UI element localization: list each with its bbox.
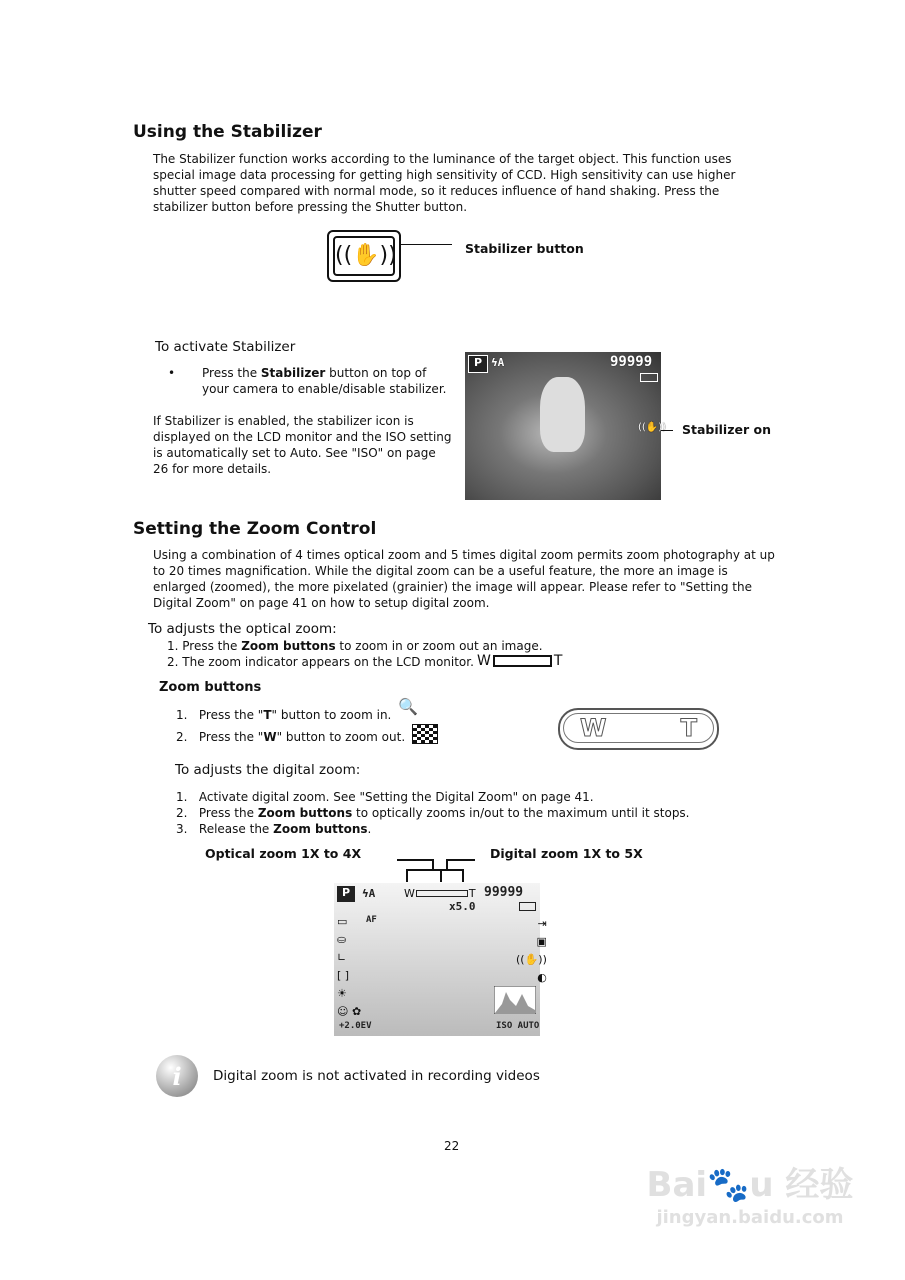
zoom-intro: Using a combination of 4 times optical zoom and 5 times digital zoom permits zoom photography at up to 20 times magnification. While the digital zoom can be a useful feature, the more an image is enlarged (zoomed), the more pixelated (grainier) the image will appear. Please refer to "Setting the Digital Zoom" on page 41 on how to setup digital zoom.: [153, 548, 775, 610]
text: Activate digital zoom. See "Setting the Digital Zoom" on page 41.: [198, 790, 594, 804]
t-label: T: [680, 714, 697, 742]
optical-step-2: [167, 654, 474, 670]
text: .: [367, 822, 372, 836]
activate-heading: To activate Stabilizer: [155, 339, 296, 355]
num: 1.: [167, 639, 179, 653]
program-mode-icon: P: [468, 355, 488, 373]
program-mode-icon: P: [337, 886, 355, 902]
num: 1.: [176, 708, 188, 722]
text: button on top of your camera to enable/disable stabilizer.: [202, 366, 447, 396]
shot-counter: 99999: [484, 885, 524, 900]
zoom-in-magnifier-icon: 🔍: [398, 697, 418, 716]
battery-icon: [519, 902, 536, 911]
zoom-indicator: [477, 653, 562, 669]
lcd-zoom-indicator: [404, 887, 476, 900]
t-label: T: [468, 887, 476, 900]
stabilizer-on-icon: ((✋)): [638, 422, 667, 433]
stabilizer-on-label: Stabilizer on: [682, 422, 771, 437]
histogram: [494, 986, 536, 1014]
ev-value: +2.0EV: [339, 1021, 372, 1031]
w-label: W: [404, 887, 415, 900]
bold-text: Stabilizer: [260, 366, 326, 380]
digital-step-2: [176, 805, 690, 821]
text: Release the: [198, 822, 274, 836]
w-label: W: [580, 714, 607, 742]
af-icon: AF: [366, 915, 377, 925]
iso-value: ISO AUTO: [496, 1021, 540, 1031]
lcd-photo-dog: [465, 352, 667, 500]
zoom-bar: [416, 890, 468, 897]
bold-text: Zoom buttons: [241, 639, 336, 653]
flash-auto-icon: ϟA: [491, 356, 505, 369]
digital-step-3: [176, 821, 371, 837]
num: 3.: [176, 822, 188, 836]
zoom-ratio: x5.0: [449, 900, 476, 913]
right-status-icons: ⇥ ▣ ((✋)) ◐: [516, 917, 547, 984]
bullet-dot: •: [168, 366, 176, 380]
optical-step-1: [167, 638, 543, 654]
w-label: W: [477, 653, 491, 669]
num: 1.: [176, 790, 188, 804]
hand-icon: ((✋)): [333, 236, 395, 276]
digital-step-1: [176, 789, 594, 805]
dog-figure: [540, 377, 585, 452]
num: 2.: [176, 806, 188, 820]
lcd-digital-zoom-screen: [334, 883, 547, 1036]
digital-heading: To adjusts the digital zoom:: [175, 762, 361, 778]
info-note: Digital zoom is not activated in recording videos: [213, 1068, 540, 1084]
text: Press the: [202, 366, 261, 380]
optical-heading: To adjusts the optical zoom:: [148, 621, 337, 637]
baidu-watermark-logo: Bai🐾u 经验 jingyan.baidu.com: [646, 1165, 854, 1228]
stabilizer-button-label: Stabilizer button: [465, 241, 584, 256]
bold-text: W: [263, 730, 277, 744]
num: 2.: [167, 655, 179, 669]
button-step-2: [176, 729, 405, 745]
battery-icon: [640, 373, 658, 382]
zoom-lever-image: [558, 708, 719, 750]
zoom-bar: [493, 655, 552, 667]
text: Press the ": [198, 708, 264, 722]
callout-line: [400, 244, 452, 245]
digital-zoom-label: Digital zoom 1X to 5X: [490, 846, 643, 861]
stabilizer-intro: The Stabilizer function works according to the luminance of the target object. This function uses special image data processing for getting high sensitivity of CCD. High sensitivity can use higher shutter speed compared with normal mode, so it reduces influence of hand shaking. Press the stabilizer button before pressing the Shutter button.: [153, 152, 736, 214]
text: The zoom indicator appears on the LCD monitor.: [182, 655, 474, 669]
text: Press the ": [198, 730, 264, 744]
page-number: 22: [444, 1139, 460, 1153]
shot-counter: 99999: [610, 354, 653, 370]
t-label: T: [553, 653, 563, 669]
bold-text: Zoom buttons: [257, 806, 353, 820]
bold-text: T: [263, 708, 272, 722]
text: " button to zoom out.: [276, 730, 406, 744]
text: Press the: [198, 806, 258, 820]
flash-auto-icon: ϟA: [362, 887, 376, 900]
section-title-zoom: Setting the Zoom Control: [133, 519, 377, 539]
text: to optically zooms in/out to the maximum until it stops.: [352, 806, 690, 820]
text: " button to zoom in.: [271, 708, 392, 722]
stabilizer-note: If Stabilizer is enabled, the stabilizer icon is displayed on the LCD monitor and the ISO setting is automatically set to Auto. See "ISO" on page 26 for more details.: [153, 414, 452, 476]
info-icon: i: [156, 1055, 198, 1097]
zoom-buttons-heading: Zoom buttons: [159, 680, 262, 695]
section-title-stabilizer: Using the Stabilizer: [133, 122, 322, 142]
zoom-range-bracket: [395, 858, 475, 883]
bold-text: Zoom buttons: [273, 822, 368, 836]
num: 2.: [176, 730, 188, 744]
stabilizer-button-image: [327, 230, 401, 282]
optical-zoom-label: Optical zoom 1X to 4X: [205, 846, 362, 861]
zoom-out-thumbnail-icon: [412, 724, 438, 744]
left-status-icons: ▭ ⛀ ∟ [ ] ☀ ☺ ✿: [337, 915, 362, 1018]
callout-line: [661, 430, 673, 431]
button-step-1: [176, 707, 391, 723]
text: to zoom in or zoom out an image.: [335, 639, 543, 653]
activate-bullet: [202, 365, 457, 397]
text: Press the: [182, 639, 242, 653]
